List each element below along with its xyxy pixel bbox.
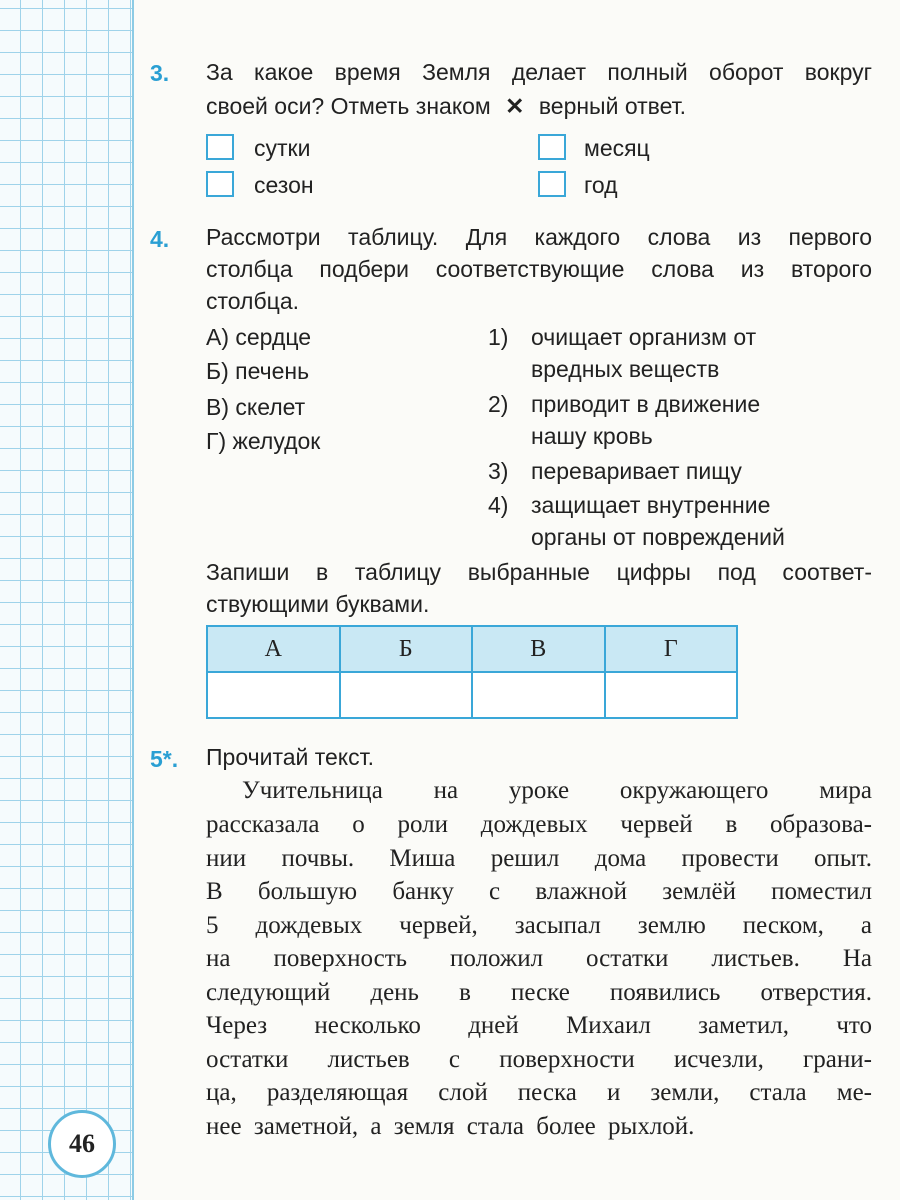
q4-number: 4.: [150, 226, 170, 252]
header-b: Б: [340, 626, 472, 672]
grid-margin: [0, 0, 132, 1200]
margin-divider: [132, 0, 134, 1200]
answer-cell-v[interactable]: [472, 672, 605, 718]
q3-number: 3.: [150, 60, 170, 86]
header-g: Г: [605, 626, 738, 672]
cross-mark-icon: ✕: [505, 93, 525, 119]
q4-right-num-1: 1): [488, 324, 509, 350]
answer-table-header: [207, 626, 737, 672]
q5-text-line-1: Учительница на уроке окружающего мира: [242, 777, 872, 804]
page-number: 46: [48, 1110, 116, 1178]
q5-text-line-4: В большую банку с влажной землёй поместил: [206, 878, 872, 905]
q5-text-line-6: на поверхность положил остатки листьев. На: [206, 945, 872, 972]
q4-line-3: столбца.: [206, 288, 300, 314]
q5-text-line-5: 5 дождевых червей, засыпал землю песком, а: [206, 912, 872, 939]
q4-right-4-line-2: органы от повреждений: [531, 524, 785, 550]
q3-line-2: [206, 89, 686, 123]
q4-right-1-line-2: вредных веществ: [531, 356, 720, 382]
answer-table-row: [207, 672, 737, 718]
q3-line-2-end: верный ответ.: [538, 93, 687, 119]
answer-cell-a[interactable]: [207, 672, 340, 718]
q4-line-1: Рассмотри таблицу. Для каждого слова из первого: [206, 224, 872, 250]
option-god: год: [584, 172, 618, 198]
q5-text-line-10: ца, разделяющая слой песка и земли, стала ме-: [206, 1079, 872, 1106]
option-sezon: сезон: [254, 172, 314, 198]
checkbox-sutki[interactable]: [206, 134, 234, 160]
q4-right-3-line-1: переваривает пищу: [531, 458, 742, 484]
answer-table: [206, 625, 738, 719]
q5-number: 5*.: [150, 746, 179, 772]
option-sutki: сутки: [254, 135, 311, 161]
answer-cell-b[interactable]: [340, 672, 472, 718]
header-a: А: [207, 626, 340, 672]
q5-text-line-8: Через несколько дней Михаил заметил, что: [206, 1012, 872, 1039]
q5-intro: Прочитай текст.: [206, 744, 375, 770]
q4-right-2-line-2: нашу кровь: [531, 423, 653, 449]
q4-left-b: Б) печень: [206, 358, 310, 384]
q4-right-num-2: 2): [488, 391, 509, 417]
q4-left-g: Г) желудок: [206, 428, 321, 454]
checkbox-god[interactable]: [538, 171, 566, 197]
q5-text-line-9: остатки листьев с поверхности исчезли, грани-: [206, 1046, 872, 1073]
answer-cell-g[interactable]: [605, 672, 738, 718]
q3-line-2-start: своей оси? Отметь знаком: [206, 93, 491, 119]
q5-text-line-3: нии почвы. Миша решил дома провести опыт.: [206, 845, 872, 872]
q4-right-4-line-1: защищает внутренние: [531, 492, 771, 518]
q4-line-2: столбца подбери соответствующие слова из второго: [206, 256, 872, 282]
q4-right-num-4: 4): [488, 492, 509, 518]
q4-instruction-1: Запиши в таблицу выбранные цифры под соответ-: [206, 559, 872, 585]
q5-text-line-2: рассказала о роли дождевых червей в образова-: [206, 811, 872, 838]
checkbox-mesyats[interactable]: [538, 134, 566, 160]
q4-right-1-line-1: очищает организм от: [531, 324, 757, 350]
option-mesyats: месяц: [584, 135, 650, 161]
q4-right-2-line-1: приводит в движение: [531, 391, 761, 417]
q4-left-a: А) сердце: [206, 324, 312, 350]
header-v: В: [472, 626, 605, 672]
checkbox-sezon[interactable]: [206, 171, 234, 197]
q3-line-1: За какое время Земля делает полный оборот вокруг: [206, 59, 872, 85]
q4-right-num-3: 3): [488, 458, 509, 484]
q4-left-v: В) скелет: [206, 394, 306, 420]
q5-text-line-11: нее заметной, а земля стала более рыхлой.: [206, 1113, 695, 1140]
q5-text-line-7: следующий день в песке появились отверстия.: [206, 979, 872, 1006]
q4-instruction-2: ствующими буквами.: [206, 591, 430, 617]
